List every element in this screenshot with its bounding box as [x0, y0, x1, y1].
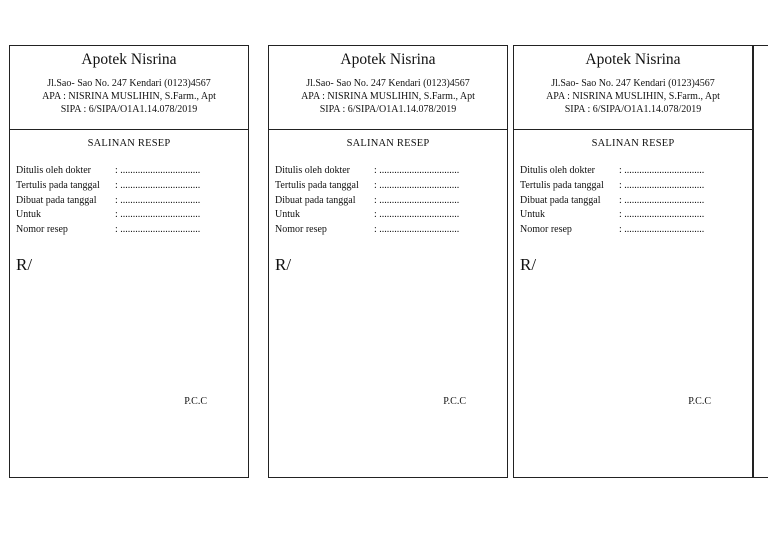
field-label: Ditulis oleh dokter — [16, 165, 91, 176]
field-label: Untuk — [16, 209, 41, 221]
field-row-for — [16, 208, 248, 223]
field-value: : ................................ — [374, 165, 460, 176]
field-row-made-date — [275, 194, 507, 209]
field-value: : ................................ — [619, 194, 705, 206]
prescription-copy-card-2 — [268, 45, 508, 478]
field-row-for — [520, 208, 752, 223]
pharmacist-license: SIPA : 6/SIPA/O1A1.14.078/2019 — [60, 104, 198, 115]
pharmacy-name: Apotek Nisrina — [585, 51, 681, 68]
field-row-for — [275, 208, 507, 223]
field-row-number — [16, 223, 248, 238]
field-row-written-date — [520, 179, 752, 194]
form-title: SALINAN RESEP — [346, 138, 430, 149]
rx-symbol: R/ — [520, 254, 537, 274]
field-value: : ................................ — [115, 209, 201, 221]
field-label: Nomor resep — [16, 224, 68, 236]
field-label: Ditulis oleh dokter — [520, 165, 595, 176]
field-label: Dibuat pada tanggal — [275, 194, 356, 206]
field-label: Nomor resep — [275, 224, 327, 236]
pharmacy-header — [269, 46, 507, 130]
field-value: : ................................ — [619, 179, 705, 191]
pcc-label: P.C.C — [688, 396, 711, 407]
field-row-doctor — [520, 164, 752, 179]
field-row-made-date — [520, 194, 752, 209]
field-row-written-date — [275, 179, 507, 194]
pharmacy-name: Apotek Nisrina — [340, 51, 436, 68]
field-row-number — [520, 223, 752, 238]
prescription-copy-card-4-edge — [753, 45, 768, 478]
field-label: Untuk — [275, 209, 300, 221]
pharmacy-header — [10, 46, 248, 130]
field-value: : ................................ — [619, 224, 705, 236]
pcc-label: P.C.C — [443, 396, 466, 407]
field-row-written-date — [16, 179, 248, 194]
field-label: Nomor resep — [520, 224, 572, 236]
form-fields — [10, 164, 248, 238]
field-value: : ................................ — [115, 165, 201, 176]
prescription-copy-card-1 — [9, 45, 249, 478]
field-label: Dibuat pada tanggal — [16, 194, 97, 206]
form-fields — [514, 164, 752, 238]
pharmacist-license: SIPA : 6/SIPA/O1A1.14.078/2019 — [564, 104, 702, 115]
rx-symbol: R/ — [16, 254, 33, 274]
pharmacy-address: Jl.Sao- Sao No. 247 Kendari (0123)4567 — [551, 78, 715, 89]
field-value: : ................................ — [374, 194, 460, 206]
pharmacist-name: APA : NISRINA MUSLIHIN, S.Farm., Apt — [42, 91, 216, 102]
field-value: : ................................ — [115, 179, 201, 191]
field-row-number — [275, 223, 507, 238]
form-title: SALINAN RESEP — [591, 138, 675, 149]
pharmacist-name: APA : NISRINA MUSLIHIN, S.Farm., Apt — [546, 91, 720, 102]
field-value: : ................................ — [374, 224, 460, 236]
field-value: : ................................ — [374, 179, 460, 191]
field-row-made-date — [16, 194, 248, 209]
field-label: Ditulis oleh dokter — [275, 165, 350, 176]
field-value: : ................................ — [115, 224, 201, 236]
field-label: Tertulis pada tanggal — [275, 179, 359, 191]
prescription-copy-card-3 — [513, 45, 753, 478]
pcc-label: P.C.C — [184, 396, 207, 407]
rx-symbol: R/ — [275, 254, 292, 274]
field-label: Dibuat pada tanggal — [520, 194, 601, 206]
pharmacy-address: Jl.Sao- Sao No. 247 Kendari (0123)4567 — [306, 78, 470, 89]
pharmacy-name: Apotek Nisrina — [81, 51, 177, 68]
field-value: : ................................ — [374, 209, 460, 221]
field-label: Untuk — [520, 209, 545, 221]
form-fields — [269, 164, 507, 238]
field-value: : ................................ — [115, 194, 201, 206]
pharmacist-license: SIPA : 6/SIPA/O1A1.14.078/2019 — [319, 104, 457, 115]
field-label: Tertulis pada tanggal — [520, 179, 604, 191]
field-value: : ................................ — [619, 209, 705, 221]
field-row-doctor — [16, 164, 248, 179]
pharmacist-name: APA : NISRINA MUSLIHIN, S.Farm., Apt — [301, 91, 475, 102]
pharmacy-address: Jl.Sao- Sao No. 247 Kendari (0123)4567 — [47, 78, 211, 89]
field-row-doctor — [275, 164, 507, 179]
pharmacy-header — [514, 46, 752, 130]
field-value: : ................................ — [619, 165, 705, 176]
field-label: Tertulis pada tanggal — [16, 179, 100, 191]
form-title: SALINAN RESEP — [87, 138, 171, 149]
